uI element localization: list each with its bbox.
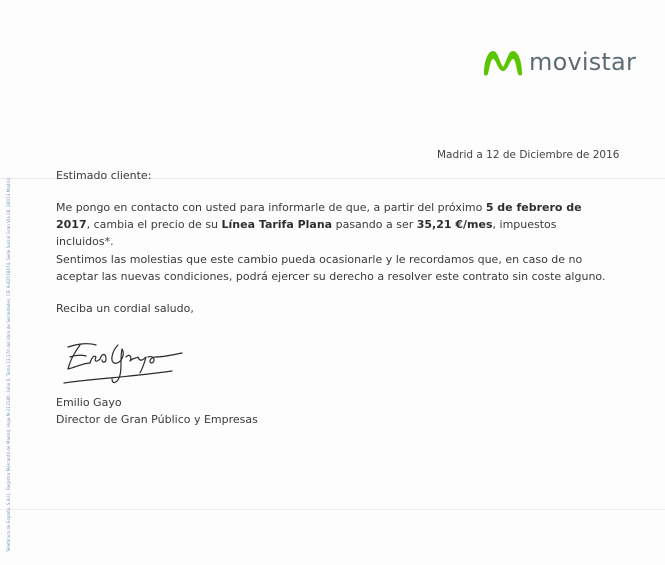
signer-title: Director de Gran Público y Empresas [56,413,258,426]
p1-text-b: , cambia el precio de su [86,218,222,231]
greeting: Estimado cliente: [56,169,152,182]
new-price: 35,21 €/mes [416,218,493,231]
legal-sidebar-text: Telefónica de España, S.A.U., Registro Mercantil de Madrid, Hoja M-213180, Folio 6, Tomo 13.170 del libro de Sociedades, CIF A-82018474, Sede Social Gran Vía 28, 28013 Madrid [6,177,11,552]
movistar-m-icon [481,47,525,77]
signer-name: Emilio Gayo [56,396,122,409]
closing: Reciba un cordial saludo, [56,302,194,315]
fold-line-bottom [0,509,665,510]
letter-date: Madrid a 12 de Diciembre de 2016 [437,149,620,161]
line-name: Línea Tarifa Plana [221,218,333,231]
paragraph-apology: Sentimos las molestias que este cambio pueda ocasionarle y le recordamos que, en caso de no aceptar las nuevas condiciones, podrá ejercer su derecho a resolver este contrato sin coste alguno. [56,253,606,283]
p1-text-d: , impuestos incluidos*. [56,218,557,248]
p1-text-a: Me pongo en contacto con usted para informarle de que, a partir del próximo [56,201,486,214]
p1-text-c: pasando a ser [332,218,417,231]
handwritten-signature [60,333,190,391]
paragraph-price-change [56,199,616,250]
effective-date: 5 de febrero de 2017 [56,201,582,231]
brand-name: movistar [529,48,637,76]
movistar-logo [481,44,636,80]
